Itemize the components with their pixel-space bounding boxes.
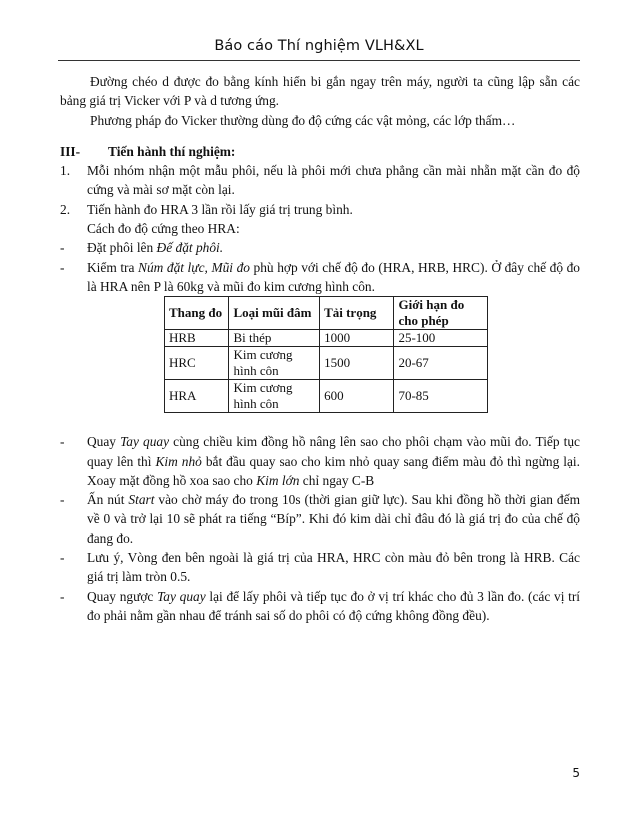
section-title: Tiến hành thí nghiệm: <box>108 143 236 159</box>
bullet-emphasis: Start <box>128 492 155 508</box>
bullet-text: Lưu ý, Vòng đen bên ngoài là giá trị của HRA, HRC còn màu đỏ bên trong là HRB. Các giá trị làm tròn 0.5. <box>87 550 580 585</box>
bullet-place-sample <box>60 238 580 257</box>
intro-paragraph-2: Phương pháp đo Vicker thường dùng đo độ cứng các vật mỏng, các lớp thấm… <box>90 112 516 128</box>
bullet-text-part: Ấn nút <box>87 492 129 508</box>
step-1 <box>60 161 580 200</box>
table-cell: HRA <box>165 380 229 413</box>
bullet-text <box>87 432 580 490</box>
bullet-emphasis: Kim nhỏ <box>155 453 202 469</box>
section-heading <box>60 142 580 161</box>
bullet-turn-crank <box>60 432 580 490</box>
table-row <box>165 380 488 413</box>
table-header-cell: Giới hạn đo cho phép <box>394 297 488 330</box>
table-cell: Kim cương hình côn <box>229 380 320 413</box>
step-1-marker: 1. <box>60 163 71 179</box>
bullet-text-part: Quay <box>87 434 121 450</box>
intro-paragraph-1: Đường chéo d được đo bằng kính hiển bi gắn ngay trên máy, người ta cũng lập sẵn các bảng giá trị Vicker với P và d tương ứng. <box>60 74 580 109</box>
bullet-marker: - <box>60 240 65 256</box>
bullet-text <box>87 238 580 257</box>
method-line: Cách đo độ cứng theo HRA: <box>87 221 240 237</box>
table-cell: 1000 <box>320 330 394 347</box>
step-2-text: Tiến hành đo HRA 3 lần rồi lấy giá trị trung bình. <box>87 201 353 217</box>
table-header-cell: Loại mũi đâm <box>229 297 320 330</box>
bullet-text-part: phù hợp với chế độ đo (HRA, HRB, HRC). Ở đây chế độ đo là HRA nên P là 60kg và mũi đo kim cương hình côn. <box>87 259 580 294</box>
bullet-text-part: Đặt phôi lên <box>87 240 157 256</box>
bullet-text-part: vào chờ máy đo trong 10s (thời gian giữ lực). Sau khi đồng hồ thời gian đếm về 0 và trở lại 10 sẽ phát ra tiếng “Bíp”. Khi đó kim dài chỉ đâu đó là giá trị đo của chế độ đang đo. <box>87 492 580 546</box>
hardness-scale-table <box>164 296 488 413</box>
bullet-reverse-crank <box>60 587 580 626</box>
table-cell: 25-100 <box>394 330 488 347</box>
bullet-marker: - <box>60 259 65 275</box>
table-row <box>165 330 488 347</box>
table-cell: 20-67 <box>394 347 488 380</box>
section-number: III- <box>60 143 81 159</box>
step-1-text: Mỗi nhóm nhận một mẫu phôi, nếu là phôi mới chưa phẳng cần mài nhẵn mặt cần đo độ cứng và mài sơ mặt còn lại. <box>87 163 580 198</box>
table-cell: Kim cương hình côn <box>229 347 320 380</box>
document-body <box>60 72 580 625</box>
bullet-press-start <box>60 490 580 548</box>
bullet-text-part: Kiểm tra <box>87 259 139 275</box>
bullet-text-part: chỉ ngay C-B <box>299 472 375 488</box>
table-cell: 1500 <box>320 347 394 380</box>
bullet-text-part: cùng chiều kim đồng hồ nâng lên sao cho phôi chạm vào mũi đo. Tiếp tục quay lên thì <box>87 434 580 469</box>
bullet-text <box>87 490 580 548</box>
step-2-marker: 2. <box>60 201 71 217</box>
page-number: 5 <box>572 766 580 780</box>
table-cell: 70-85 <box>394 380 488 413</box>
bullet-text-part: lại để lấy phôi và tiếp tục đo ở vị trí khác cho đủ 3 lần đo. (các vị trí đo phải nằm gần nhau để tránh sai số do phôi có độ cứng không đồng đều). <box>87 588 581 623</box>
bullet-emphasis: Núm đặt lực, Mũi đo <box>138 259 250 275</box>
table-cell: HRC <box>165 347 229 380</box>
bullet-text <box>87 258 580 297</box>
bullet-marker: - <box>60 492 65 508</box>
table-header-cell: Thang đo <box>165 297 229 330</box>
bullet-emphasis: Kim lớn <box>256 472 300 488</box>
bullet-text <box>87 587 580 626</box>
table-header-cell: Tải trọng <box>320 297 394 330</box>
bullet-marker: - <box>60 550 65 566</box>
bullet-emphasis: Tay quay <box>120 434 170 450</box>
bullet-emphasis: Đế đặt phôi. <box>156 240 224 256</box>
bullet-marker: - <box>60 434 65 450</box>
table-cell: 600 <box>320 380 394 413</box>
bullet-text-part: Quay ngược <box>87 588 158 604</box>
page-header-title: Báo cáo Thí nghiệm VLH&XL <box>214 38 424 54</box>
bullet-note <box>60 548 580 587</box>
header-rule <box>58 60 580 61</box>
bullet-emphasis: Tay quay <box>157 588 206 604</box>
table-cell: HRB <box>165 330 229 347</box>
bullet-check-load <box>60 258 580 297</box>
bullet-text-part: bắt đầu quay sao cho kim nhỏ quay sang điểm màu đỏ thì ngừng lại. Xoay mặt đồng hồ xoa sao cho <box>87 453 580 488</box>
table-row <box>165 347 488 380</box>
table-cell: Bi thép <box>229 330 320 347</box>
table-header-row <box>165 297 488 330</box>
step-2 <box>60 200 580 219</box>
bullet-marker: - <box>60 588 65 604</box>
